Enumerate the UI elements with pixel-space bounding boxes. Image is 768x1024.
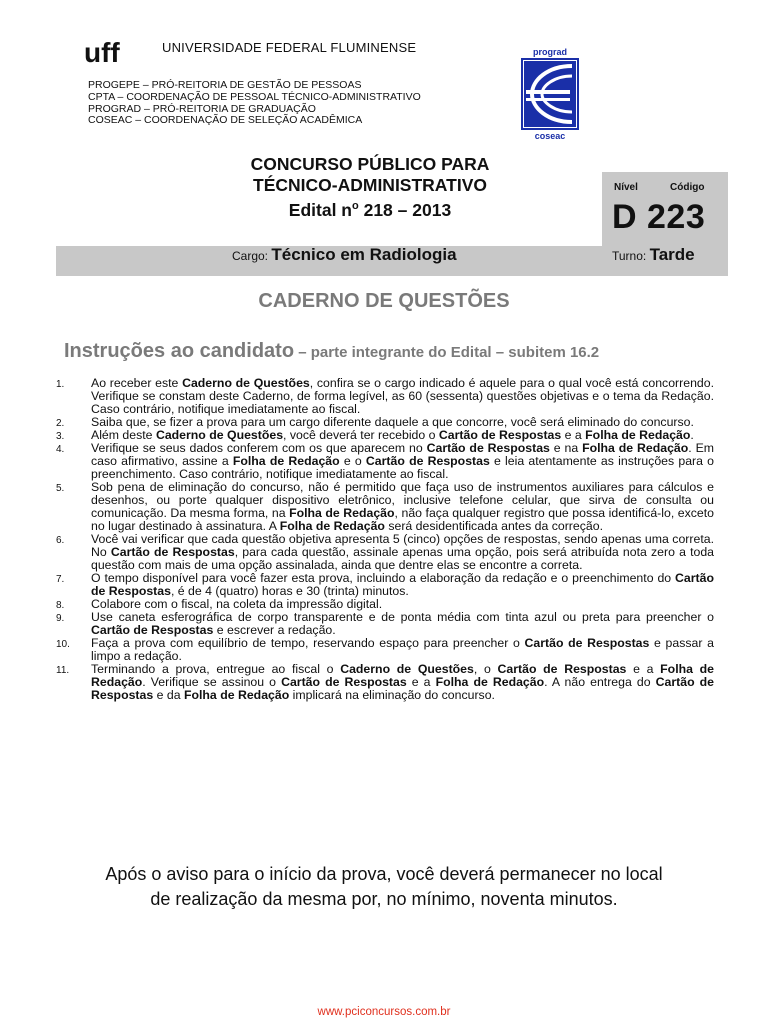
instruction-text: Sob pena de eliminação do concurso, não é permitido que faça uso de instrumentos auxiliares para cálculos e desenhos, ou porte qualquer dispositivo eletrônico, inclusive telefone celular, que sirva de consulta ou comunicação. Da mesma forma, na	[91, 480, 714, 520]
instruction-bold-text: Caderno de Questões	[182, 376, 310, 390]
department-line: CPTA – COORDENAÇÃO DE PESSOAL TÉCNICO-ADMINISTRATIVO	[88, 90, 421, 103]
department-list	[88, 80, 421, 127]
edital-line	[170, 196, 570, 221]
instruction-bold-text: Folha de Redação	[232, 454, 340, 468]
instruction-number: 4.	[56, 444, 65, 455]
instructions-heading: Instruções ao candidato	[64, 340, 295, 362]
university-name: UNIVERSIDADE FEDERAL FLUMINENSE	[162, 40, 417, 55]
instruction-text: , é de 4 (quatro) horas e 30 (trinta) minutos.	[170, 584, 409, 598]
instruction-bold-text: Folha de Redação	[582, 441, 689, 455]
turno-row	[612, 244, 695, 267]
instruction-number: 8.	[56, 600, 65, 611]
instruction-text: e leia atentamente as instruções para o preenchimento. Caso contrário, notifique imediatamente ao fiscal.	[91, 454, 715, 481]
exam-title-line: TÉCNICO-ADMINISTRATIVO	[253, 175, 487, 195]
prograd-logo-label: prograd	[532, 47, 568, 57]
instructions-title	[64, 340, 599, 363]
uff-logo	[82, 38, 146, 68]
cargo-row	[232, 244, 457, 267]
caderno-title: CADERNO DE QUESTÕES	[258, 290, 510, 312]
instruction-number: 2.	[56, 418, 65, 429]
instruction-number: 11.	[56, 665, 70, 676]
instruction-text: e da	[153, 688, 184, 702]
instruction-number: 6.	[56, 535, 65, 546]
instruction-bold-text: Folha de Redação	[435, 675, 545, 689]
instruction-text: Além deste	[91, 428, 156, 442]
prograd-coseac-logo	[514, 46, 586, 142]
instruction-item	[56, 572, 714, 598]
instruction-text: Colabore com o fiscal, na coleta da impressão digital.	[91, 597, 383, 611]
instruction-text: e escrever a redação.	[213, 623, 336, 637]
instruction-number: 7.	[56, 574, 65, 585]
instructions-list	[56, 377, 714, 702]
instruction-bold-text: Caderno de Questões	[340, 662, 474, 676]
department-line: COSEAC – COORDENAÇÃO DE SELEÇÃO ACADÊMICA	[88, 114, 363, 127]
instruction-bold-text: Folha de Redação	[279, 519, 385, 533]
instruction-text: , você deverá ter recebido o	[283, 428, 439, 442]
exam-code: D 223	[612, 198, 706, 236]
final-note-line: de realização da mesma por, no mínimo, noventa minutos.	[150, 889, 618, 909]
final-note	[40, 862, 728, 912]
instruction-bold-text: Cartão de Respostas	[497, 662, 627, 676]
instruction-number: 5.	[56, 483, 65, 494]
instruction-text: e a	[561, 428, 586, 442]
coseac-logo-label: coseac	[534, 131, 566, 141]
instruction-text: Use caneta esferográfica de corpo transparente e de ponta média com tinta azul ou preta para preencher o	[91, 610, 714, 624]
instruction-bold-text: Cartão de Respostas	[91, 623, 214, 637]
instruction-text: Terminando a prova, entregue ao fiscal o	[91, 662, 341, 676]
instruction-item	[56, 481, 714, 533]
instruction-bold-text: Cartão de Respostas	[365, 454, 490, 468]
instruction-text: e a	[406, 675, 436, 689]
instruction-text: e passar a limpo a redação.	[91, 636, 714, 663]
instruction-bold-text: Folha de Redação	[289, 506, 395, 520]
turno-label: Turno:	[612, 249, 647, 263]
turno-value: Tarde	[649, 245, 695, 264]
instruction-text: Faça a prova com equilíbrio de tempo, reservando espaço para preencher o	[91, 636, 525, 650]
instruction-text: e a	[626, 662, 661, 676]
cargo-value: Técnico em Radiologia	[271, 245, 457, 264]
instruction-bold-text: Cartão de Respostas	[91, 571, 714, 598]
instruction-bold-text: Cartão de Respostas	[426, 441, 550, 455]
instruction-text: implicará na eliminação do concurso.	[289, 688, 495, 702]
instruction-item	[56, 442, 714, 481]
instruction-bold-text: Cartão de Respostas	[438, 428, 562, 442]
instruction-number: 1.	[56, 379, 65, 390]
edital-prefix: Edital n	[288, 199, 352, 220]
final-note-line: Após o aviso para o início da prova, você deverá permanecer no local	[105, 864, 663, 884]
exam-title-line: CONCURSO PÚBLICO PARA	[250, 154, 490, 174]
instruction-text: Você vai verificar que cada questão objetiva apresenta 5 (cinco) opções de respostas, sendo apenas uma correta. No	[91, 532, 714, 559]
instruction-bold-text: Folha de Redação	[183, 688, 290, 702]
instruction-bold-text: Folha de Redação	[585, 428, 691, 442]
instruction-text: , confira se o cargo indicado é aquele para o qual você está concorrendo. Verifique se constam deste Caderno, de forma legível, as 60 (sessenta) questões objetivas e o tema da Redação. Caso contrário, notifique imediatamente ao fiscal.	[91, 376, 714, 416]
uff-logo-text: uff	[84, 38, 120, 68]
instruction-item	[56, 377, 714, 416]
edital-sup: o	[352, 200, 359, 212]
instruction-number: 3.	[56, 431, 65, 442]
instruction-item	[56, 637, 714, 663]
exam-title	[170, 154, 570, 221]
instruction-text: .	[690, 428, 694, 442]
instruction-bold-text: Cartão de Respostas	[281, 675, 407, 689]
instruction-bold-text: Cartão de Respostas	[524, 636, 650, 650]
instruction-text: Saiba que, se fizer a prova para um cargo diferente daquele a que concorre, você será eliminado do concurso.	[91, 415, 694, 429]
instruction-item	[56, 611, 714, 637]
instruction-text: . Em caso afirmativo, assine a	[91, 441, 715, 468]
nivel-label: Nível	[614, 182, 638, 193]
instruction-text: , para cada questão, assinale apenas uma opção, pois será atribuída nota zero a toda questão com mais de uma opção assinalada, ainda que dentre elas se encontre a correta.	[91, 545, 714, 572]
site-url-link[interactable]: www.pciconcursos.com.br	[317, 1006, 451, 1018]
instructions-subheading: – parte integrante do Edital – subitem 16.2	[294, 344, 600, 361]
instruction-text: , o	[473, 662, 498, 676]
instruction-bold-text: Cartão de Respostas	[91, 675, 714, 702]
instruction-text: . Verifique se assinou o	[142, 675, 282, 689]
instruction-bold-text: Folha de Redação	[91, 662, 715, 689]
instruction-text: . A não entrega do	[544, 675, 656, 689]
department-line: PROGRAD – PRÓ-REITORIA DE GRADUAÇÃO	[88, 102, 316, 115]
instruction-item	[56, 533, 714, 572]
instruction-number: 10.	[56, 639, 70, 650]
edital-number: 218 – 2013	[358, 199, 452, 220]
instruction-number: 9.	[56, 613, 65, 624]
department-line: PROGEPE – PRÓ-REITORIA DE GESTÃO DE PESSOAS	[88, 79, 362, 91]
instruction-text: Verifique se seus dados conferem com os que aparecem no	[91, 441, 427, 455]
instruction-text: , não faça qualquer registro que possa identificá-lo, exceto no lugar destinado à assinatura. A	[91, 506, 714, 533]
codigo-label: Código	[670, 182, 705, 193]
cargo-label: Cargo:	[232, 249, 269, 263]
instruction-bold-text: Cartão de Respostas	[110, 545, 235, 559]
instruction-text: Ao receber este	[91, 376, 183, 390]
instruction-text: e o	[339, 454, 366, 468]
instruction-text: será desidentificada antes da correção.	[384, 519, 603, 533]
instruction-text: e na	[549, 441, 583, 455]
instruction-bold-text: Caderno de Questões	[155, 428, 284, 442]
instruction-text: O tempo disponível para você fazer esta prova, incluindo a elaboração da redação e o preenchimento do	[91, 571, 676, 585]
instruction-item	[56, 663, 714, 702]
